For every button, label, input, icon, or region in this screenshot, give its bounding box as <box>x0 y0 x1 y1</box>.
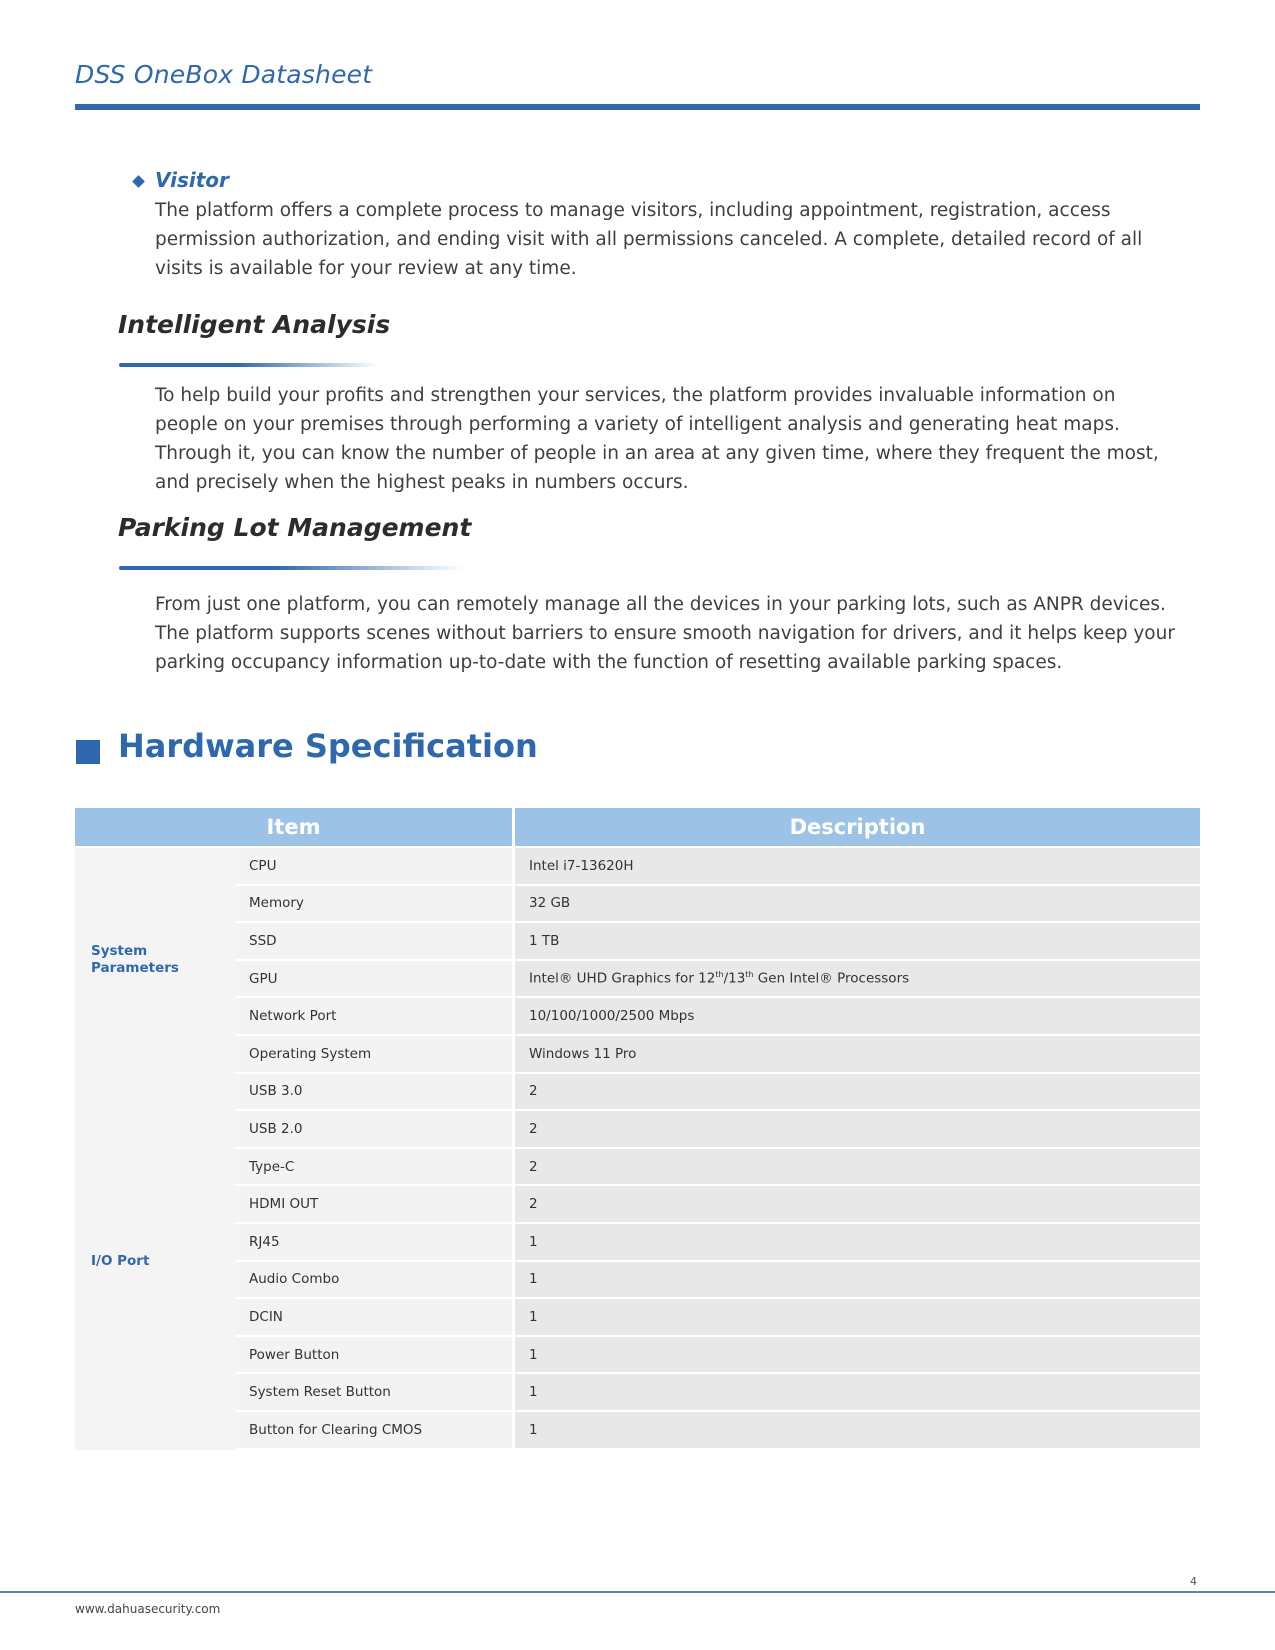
row-value: 32 GB <box>515 886 1200 924</box>
table-row <box>75 1111 1200 1149</box>
table-row <box>75 886 1200 924</box>
row-value: 1 <box>515 1262 1200 1300</box>
header-rule <box>75 104 1200 110</box>
row-name: Operating System <box>235 1036 515 1074</box>
section-square-icon <box>76 740 100 764</box>
table-row <box>75 1374 1200 1412</box>
row-value: 2 <box>515 1074 1200 1112</box>
row-name: Memory <box>235 886 515 924</box>
section-underline <box>119 363 379 367</box>
row-value: Windows 11 Pro <box>515 1036 1200 1074</box>
table-row <box>75 998 1200 1036</box>
row-name: HDMI OUT <box>235 1186 515 1224</box>
table-row <box>75 1074 1200 1112</box>
row-name: Audio Combo <box>235 1262 515 1300</box>
footer-rule <box>0 1591 1275 1593</box>
table-row <box>75 1224 1200 1262</box>
page-number: 4 <box>1190 1575 1197 1588</box>
gpu-sup-2: th <box>745 970 754 980</box>
gpu-text-b: /13 <box>723 970 746 987</box>
row-value: 1 <box>515 1224 1200 1262</box>
parking-text <box>155 590 1180 677</box>
row-value: 2 <box>515 1186 1200 1224</box>
row-value: 1 <box>515 1299 1200 1337</box>
diamond-bullet-icon <box>132 175 145 188</box>
document-title: DSS OneBox Datasheet <box>75 60 373 89</box>
group-label-system: System Parameters <box>75 848 235 1074</box>
parking-heading: Parking Lot Management <box>118 513 472 542</box>
row-value: 1 <box>515 1412 1200 1450</box>
row-name: Button for Clearing CMOS <box>235 1412 515 1450</box>
row-value: 2 <box>515 1149 1200 1187</box>
column-header-item: Item <box>75 808 515 848</box>
table-row <box>75 1262 1200 1300</box>
table-row <box>75 1036 1200 1074</box>
row-value: 1 <box>515 1374 1200 1412</box>
row-name: USB 3.0 <box>235 1074 515 1112</box>
table-row <box>75 848 1200 886</box>
table-row <box>75 1186 1200 1224</box>
row-name: Network Port <box>235 998 515 1036</box>
hardware-spec-table <box>75 808 1200 1450</box>
group-label-io: I/O Port <box>75 1074 235 1450</box>
visitor-heading: Visitor <box>155 168 229 192</box>
table-row <box>75 1149 1200 1187</box>
row-value: 1 TB <box>515 923 1200 961</box>
row-name: CPU <box>235 848 515 886</box>
row-value: 2 <box>515 1111 1200 1149</box>
table-row <box>75 1412 1200 1450</box>
table-row <box>75 961 1200 999</box>
table-row <box>75 1337 1200 1375</box>
row-name: GPU <box>235 961 515 999</box>
gpu-text-c: Gen Intel® Processors <box>753 970 910 987</box>
intelligent-analysis-text: To help build your profits and strengthen your services, the platform provides invaluable information on people on your premises through performing a variety of intelligent analysis and generating heat maps. Through it, you can know the number of people in an area at any given time, where they frequent the most, and precisely when the highest peaks in numbers occurs. <box>155 385 1159 493</box>
row-name: RJ45 <box>235 1224 515 1262</box>
footer-url[interactable]: www.dahuasecurity.com <box>75 1602 221 1616</box>
table-row <box>75 923 1200 961</box>
parking-text-line-1: From just one platform, you can remotely manage all the devices in your parking lots, such as ANPR devices. <box>155 594 1166 615</box>
row-value-gpu <box>515 961 1200 999</box>
row-name: USB 2.0 <box>235 1111 515 1149</box>
intelligent-analysis-heading: Intelligent Analysis <box>118 310 391 339</box>
gpu-sup-1: th <box>715 970 724 980</box>
row-name: Power Button <box>235 1337 515 1375</box>
table-header-row <box>75 808 1200 848</box>
row-name: Type-C <box>235 1149 515 1187</box>
table-row <box>75 1299 1200 1337</box>
row-value: Intel i7-13620H <box>515 848 1200 886</box>
gpu-text-a: Intel® UHD Graphics for 12 <box>529 970 716 987</box>
row-name: SSD <box>235 923 515 961</box>
section-underline <box>119 566 464 570</box>
row-name: DCIN <box>235 1299 515 1337</box>
hardware-spec-heading: Hardware Specification <box>118 727 538 765</box>
row-value: 1 <box>515 1337 1200 1375</box>
column-header-description: Description <box>515 808 1200 848</box>
parking-text-line-2: The platform supports scenes without barriers to ensure smooth navigation for drivers, and it helps keep your parking occupancy information up-to-date with the function of resetting available parking spaces. <box>155 623 1175 673</box>
row-value: 10/100/1000/2500 Mbps <box>515 998 1200 1036</box>
row-name: System Reset Button <box>235 1374 515 1412</box>
visitor-text: The platform offers a complete process to manage visitors, including appointment, registration, access permission authorization, and ending visit with all permissions canceled. A complete, detailed record of all visits is available for your review at any time. <box>155 200 1143 279</box>
